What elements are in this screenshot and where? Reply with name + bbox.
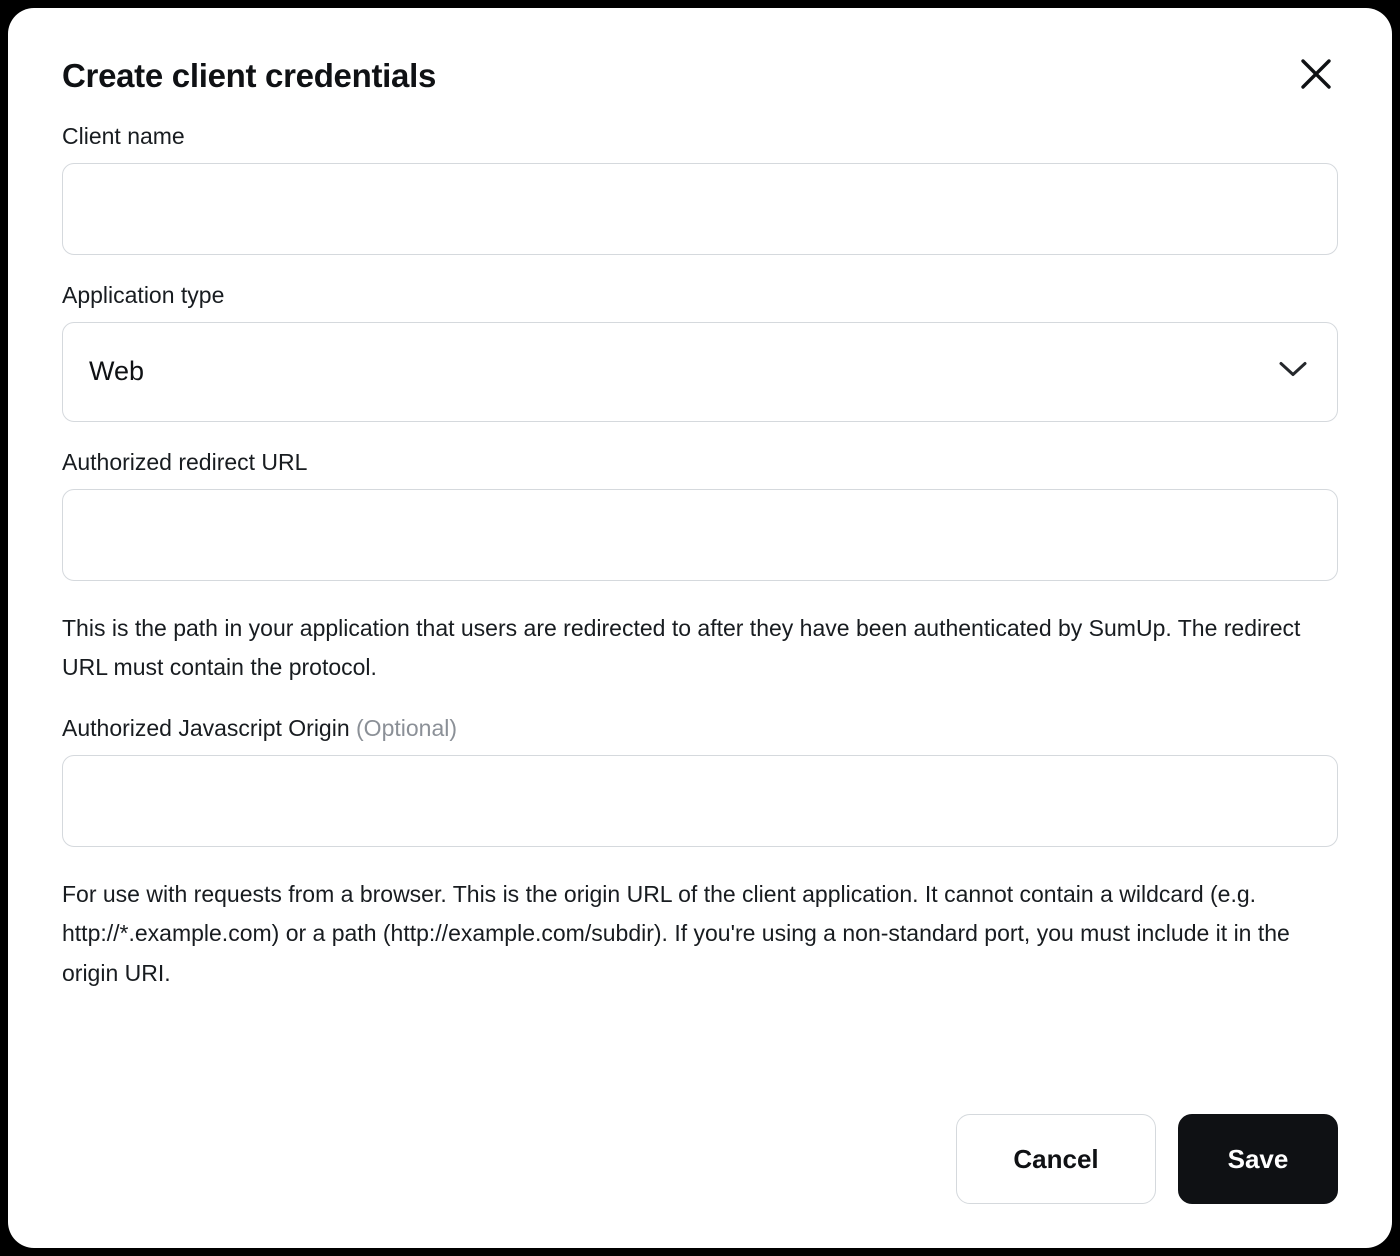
javascript-origin-label: [62, 714, 1338, 744]
javascript-origin-input[interactable]: [62, 755, 1338, 847]
close-icon[interactable]: [1294, 52, 1338, 96]
redirect-url-input[interactable]: [62, 489, 1338, 581]
client-name-label: Client name: [62, 123, 185, 149]
javascript-origin-helper-text: For use with requests from a browser. This is the origin URL of the client application. It cannot contain a wildcard (e.g. http://*.example.com) or a path (http://example.com/subdir). If you're using a non-standard port, you must include it in the origin URI.: [62, 880, 1290, 986]
redirect-url-helper-text: This is the path in your application that users are redirected to after they have been authenticated by SumUp. The redirect URL must contain the protocol.: [62, 614, 1301, 681]
cancel-button[interactable]: Cancel: [956, 1114, 1156, 1204]
redirect-url-field-group: [62, 448, 1338, 688]
close-icon-glyph: [1299, 57, 1333, 91]
save-button[interactable]: Save: [1178, 1114, 1338, 1204]
dialog-title: Create client credentials: [62, 57, 436, 94]
dialog-header: [62, 52, 1338, 96]
redirect-url-label: Authorized redirect URL: [62, 448, 308, 475]
javascript-origin-label-text: Authorized Javascript Origin: [62, 714, 350, 741]
javascript-origin-optional-tag: (Optional): [356, 714, 457, 741]
dialog-footer: [956, 1114, 1338, 1204]
javascript-origin-field-group: [62, 714, 1338, 994]
application-type-value: Web: [89, 356, 145, 387]
client-name-input[interactable]: [62, 163, 1338, 255]
application-type-select[interactable]: [62, 322, 1338, 422]
application-type-field-group: [62, 281, 1338, 422]
application-type-label: Application type: [62, 281, 225, 308]
client-name-field-group: [62, 122, 1338, 255]
create-client-credentials-dialog: [8, 8, 1392, 1248]
